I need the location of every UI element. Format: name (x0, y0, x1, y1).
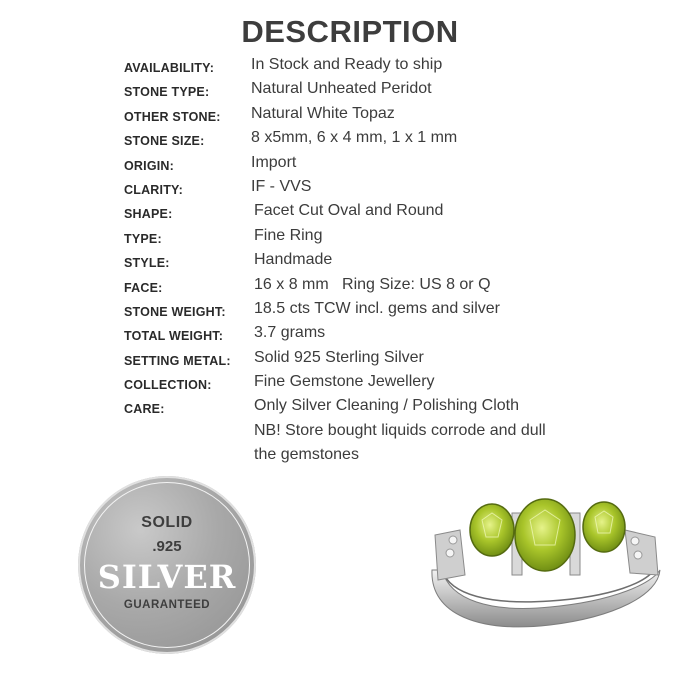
care-note-line: NB! Store bought liquids corrode and dull (254, 422, 546, 439)
spec-label: COLLECTION: (124, 378, 212, 393)
page-title: DESCRIPTION (241, 14, 459, 49)
spec-label: AVAILABILITY: (124, 61, 215, 75)
badge-line-solid: SOLID (141, 514, 193, 531)
spec-row (124, 324, 684, 348)
spec-label: ORIGIN: (124, 158, 175, 173)
silver-guarantee-badge (78, 476, 256, 654)
peridot-ring-icon (420, 475, 670, 645)
spec-label: TYPE: (124, 231, 162, 246)
badge-line-guaranteed: GUARANTEED (123, 599, 211, 611)
badge-line-purity: .925 (152, 538, 182, 555)
spec-label: CARE: (124, 402, 165, 417)
spec-row (124, 80, 684, 104)
care-note-line: the gemstones (254, 446, 359, 463)
spec-row (124, 202, 684, 226)
badge-line-silver: SILVER (97, 558, 237, 596)
spec-row (124, 276, 684, 300)
spec-value: 8 x5mm, 6 x 4 mm, 1 x 1 mm (251, 129, 458, 147)
spec-label: STONE WEIGHT: (124, 304, 226, 319)
spec-value: Solid 925 Sterling Silver (254, 348, 424, 366)
spec-label: SHAPE: (124, 207, 173, 222)
spec-value: Import (251, 153, 297, 171)
spec-label: FACE: (124, 280, 163, 295)
spec-value: In Stock and Ready to ship (251, 56, 443, 73)
spec-row (124, 300, 684, 324)
spec-row (124, 373, 684, 397)
spec-value: Natural White Topaz (251, 104, 395, 122)
spec-row (124, 178, 684, 202)
spec-row (124, 251, 684, 275)
spec-value: Only Silver Cleaning / Polishing Cloth (254, 397, 520, 415)
spec-label: TOTAL WEIGHT: (124, 329, 224, 344)
spec-row (124, 154, 684, 178)
spec-value: IF - VVS (251, 177, 312, 195)
spec-row (124, 349, 684, 373)
spec-label: STYLE: (124, 256, 170, 271)
spec-value: 16 x 8 mm Ring Size: US 8 or Q (254, 275, 491, 293)
spec-row (124, 56, 684, 80)
spec-list (124, 56, 684, 422)
spec-value: Handmade (254, 251, 333, 269)
spec-value: 3.7 grams (254, 324, 326, 342)
spec-label: CLARITY: (124, 182, 183, 197)
spec-value: Fine Gemstone Jewellery (254, 373, 435, 391)
spec-label: SETTING METAL: (124, 353, 231, 368)
spec-value: Natural Unheated Peridot (251, 80, 432, 98)
spec-row (124, 227, 684, 251)
spec-value: Facet Cut Oval and Round (254, 202, 444, 220)
spec-label: OTHER STONE: (124, 109, 221, 124)
spec-row (124, 129, 684, 153)
spec-value: Fine Ring (254, 226, 323, 244)
spec-value: 18.5 cts TCW incl. gems and silver (254, 299, 501, 317)
spec-label: STONE TYPE: (124, 85, 210, 100)
spec-row (124, 397, 684, 421)
spec-label: STONE SIZE: (124, 134, 205, 149)
spec-row (124, 105, 684, 129)
